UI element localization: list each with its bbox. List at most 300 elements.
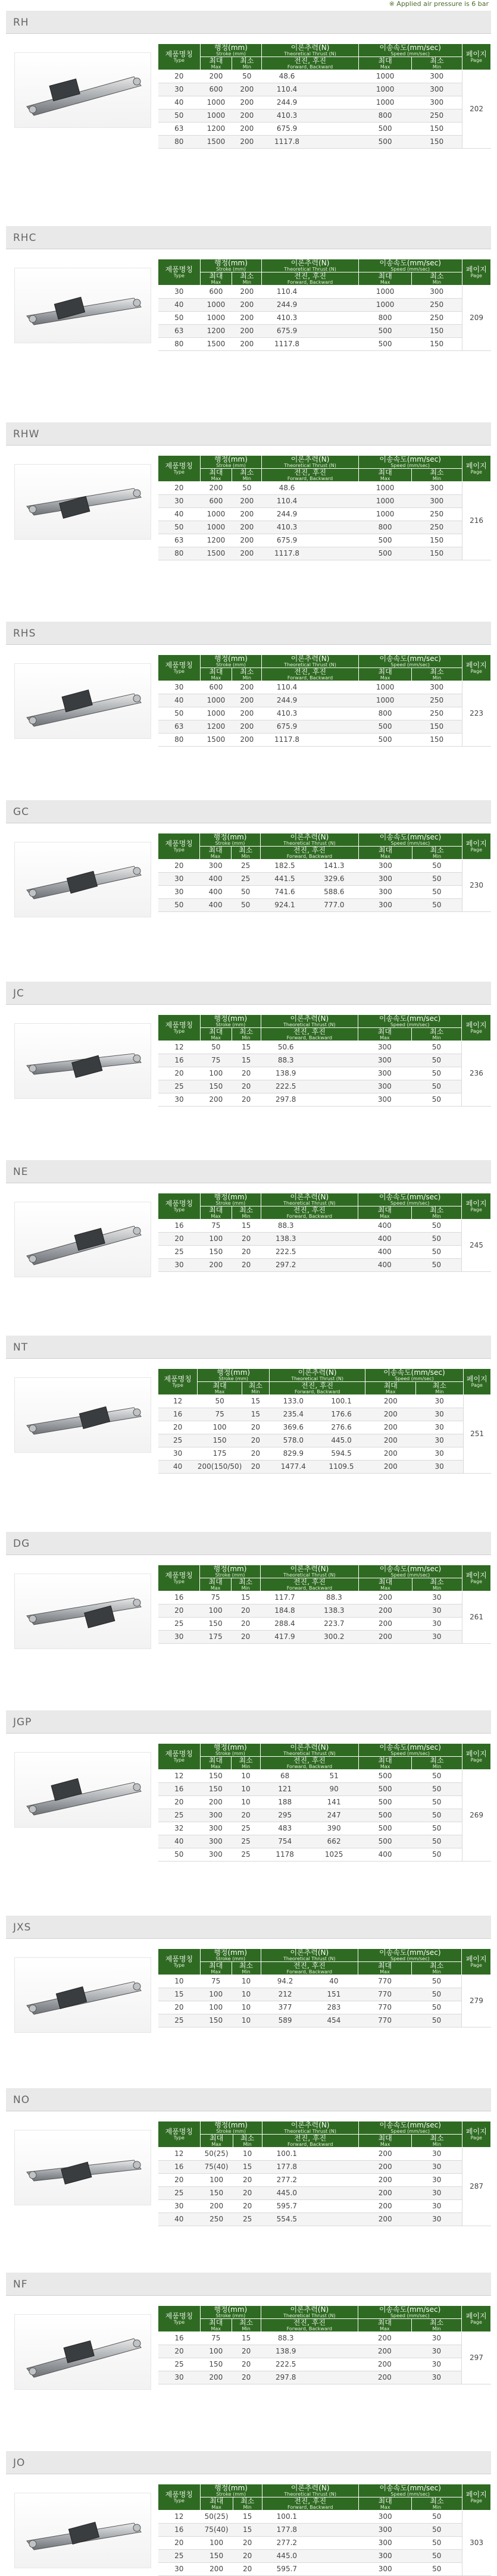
table-cell: 300 [200,859,231,872]
table-cell: 200 [200,2371,232,2384]
speed-min-header-label-en: Min [432,64,442,70]
type-label-en: Type [173,2497,185,2503]
section-title: RHW [13,428,40,440]
speed-max-header [358,2497,411,2510]
page-number[interactable]: 209 [462,285,490,350]
table-cell: 30 [158,494,201,507]
stroke-header [200,44,262,57]
table-cell [311,1041,358,1054]
table-cell: 80 [158,547,201,560]
thrust-label: 이론추력(N) [290,2121,330,2129]
page-label-en: Page [470,1757,482,1763]
table-cell: 1200 [200,324,232,337]
table-cell: 295 [260,1809,309,1822]
speed-max-header [359,1578,412,1591]
forward-label: 전진 [293,1577,308,1586]
speed-label-en: Speed (mm/sec) [390,1572,430,1578]
table-cell: 50(25) [200,2147,233,2160]
stroke-min-header-label-en: Min [241,1585,250,1591]
table-cell: 150 [412,733,462,746]
page-number[interactable]: 230 [462,859,490,911]
table-cell: 30 [158,2371,201,2384]
stroke-min-header-label-en: Min [243,2141,252,2147]
table-cell: 600 [200,494,232,507]
table-row [158,1447,491,1460]
table-cell: 150 [412,135,462,148]
table-cell: 110.4 [262,285,312,298]
type-header [158,2121,201,2148]
table-cell: 40 [158,298,201,311]
table-cell: 75 [200,2331,232,2345]
stroke-max-header-label: 최대 [209,56,223,65]
table-cell: 800 [358,109,412,122]
table-cell [311,2331,358,2345]
table-cell: 150 [200,2014,232,2027]
stroke-max-header [200,1206,232,1219]
speed-header [358,1193,461,1206]
type-header [158,1369,198,1395]
table-cell: 200 [358,2160,411,2173]
table-row [158,720,491,733]
table-row [158,1219,491,1232]
table-cell: 1477.4 [269,1460,317,1473]
table-cell: 75 [200,1219,232,1232]
table-row [158,481,491,494]
table-cell [311,1080,358,1093]
table-cell: 75 [200,1591,231,1604]
table-cell: 1025 [310,1848,358,1861]
stroke-label: 행정(mm) [217,1368,251,1377]
table-cell: 100 [200,2345,232,2358]
table-cell: 15 [158,1988,201,2001]
table-cell: 184.8 [260,1604,310,1617]
table-cell: 88.3 [261,2331,311,2345]
table-cell: 100 [200,2536,233,2549]
table-cell: 223.7 [310,1617,359,1630]
table-cell: 300 [200,1822,232,1835]
stroke-max-header-label-en: Max [211,279,221,285]
page-number[interactable]: 297 [462,2331,491,2384]
stroke-min-header [232,2318,261,2331]
table-cell: 675.9 [262,534,312,547]
speed-max-header [358,1027,411,1041]
product-photo [14,2314,151,2390]
table-cell [312,494,358,507]
table-cell: 1000 [200,694,232,707]
table-cell: 200 [232,507,262,521]
table-cell: 20 [233,2562,262,2575]
page-label-en: Page [470,847,482,853]
backward-label: 후진 [312,468,327,477]
table-cell: 1000 [200,521,232,534]
table-cell: 12 [158,1394,198,1408]
spec-table [158,2305,491,2384]
table-cell: 662 [310,1835,358,1848]
thrust-label-en: Theoretical Thrust (N) [291,1375,343,1381]
speed-max-header-label: 최대 [378,2133,392,2142]
backward-label: 후진 [312,667,327,676]
table-cell: 200 [358,2331,411,2345]
stroke-max-header-label-en: Max [214,1389,225,1394]
page-number[interactable]: 287 [462,2147,490,2226]
table-cell: 200 [232,122,262,135]
table-cell: 141.3 [310,859,359,872]
table-cell: 800 [358,521,412,534]
table-cell: 200 [232,694,262,707]
speed-min-header [416,1381,463,1394]
thrust-header [261,2306,358,2319]
table-cell [312,109,358,122]
page-number[interactable]: 269 [462,1769,490,1861]
thrust-label: 이론추력(N) [290,1948,329,1957]
thrust-label: 이론추력(N) [290,455,330,463]
speed-max-header [358,1961,412,1975]
page-number[interactable]: 236 [462,1041,491,1106]
table-cell: 800 [358,311,412,324]
table-cell: 1500 [200,337,232,350]
table-cell: 50 [412,898,462,911]
page-label-en: Page [470,668,482,674]
table-cell: 1000 [200,507,232,521]
speed-label: 이송속도(mm/sec) [379,2121,441,2129]
speed-min-header-label-en: Min [432,2326,441,2331]
table-cell: 20 [231,1617,260,1630]
table-cell: 410.3 [262,109,312,122]
forward-backward-label-en: Forward, Backward [287,475,333,481]
table-cell: 30 [158,872,200,885]
thrust-direction-header: 전진, 후진 Forward, Backward [262,2134,358,2147]
speed-header [365,1369,463,1382]
stroke-label: 행정(mm) [214,43,248,52]
stroke-label-en: Stroke (mm) [216,2491,246,2497]
table-cell: 25 [158,2358,201,2371]
stroke-min-header [232,1027,261,1041]
table-cell: 50(25) [200,2510,233,2523]
page-label-en: Page [470,2497,482,2503]
thrust-header [260,833,359,847]
thrust-direction-header: 전진, 후진 Forward, Backward [269,1381,365,1394]
table-cell: 1500 [200,135,232,148]
table-cell: 50 [412,872,462,885]
type-label-en: Type [173,668,185,674]
table-cell: 200 [365,1421,416,1434]
table-cell: 247 [310,1809,358,1822]
type-header [158,655,201,681]
stroke-max-header [200,1578,231,1591]
stroke-label-en: Stroke (mm) [218,1375,249,1381]
stroke-min-header-label-en: Min [242,1035,251,1041]
speed-header [358,2121,462,2135]
page-number[interactable]: 202 [462,70,490,148]
stroke-min-header-label-en: Min [242,1213,251,1219]
table-cell: 150 [198,1434,242,1447]
stroke-min-header-label-en: Min [242,2326,251,2331]
page-number[interactable]: 245 [462,1219,491,1271]
stroke-min-header-label: 최소 [239,845,253,854]
forward-backward-label-en: Forward, Backward [287,2141,333,2147]
table-cell: 1000 [200,298,232,311]
table-cell [312,547,358,560]
section-title: NE [13,1166,29,1178]
table-cell: 117.7 [260,1591,310,1604]
table-cell: 1000 [358,83,412,96]
section-title: DG [13,1538,30,1550]
table-row [158,494,491,507]
table-cell [312,2173,359,2186]
table-cell: 30 [412,2186,462,2199]
speed-header [358,2306,461,2319]
pressure-note: ※ Applied air pressure is 6 bar [389,0,489,8]
spec-table [158,1948,491,2027]
table-cell: 250 [412,109,462,122]
stroke-max-header-label: 최대 [208,1756,223,1765]
table-cell: 300 [358,2549,411,2562]
table-cell [311,1054,358,1067]
stroke-max-header-label-en: Max [210,1585,221,1591]
table-cell: 200 [232,298,262,311]
table-cell: 50 [231,885,260,898]
table-row [158,2523,491,2536]
table-cell: 63 [158,720,201,733]
table-cell: 20 [158,859,200,872]
page-label-en: Page [470,1206,482,1212]
page-label-en: Page [470,1028,482,1034]
table-cell: 100 [200,1988,232,2001]
speed-max-header-label: 최대 [377,2318,392,2327]
table-cell: 40 [158,2213,201,2226]
table-cell: 25 [232,1822,261,1835]
table-cell: 20 [233,2186,262,2199]
forward-label: 전진 [293,845,308,854]
table-cell: 25 [158,2549,201,2562]
section-header [6,2088,491,2111]
type-label-en: Type [173,1962,185,1968]
forward-label: 전진 [293,1756,308,1765]
table-cell: 30 [412,1617,462,1630]
forward-backward-label-en: Forward, Backward [286,1035,332,1041]
stroke-min-header-label: 최소 [240,2496,255,2505]
section-title: JXS [13,1922,32,1933]
thrust-label-en: Theoretical Thrust (N) [283,1572,336,1578]
table-cell: 40 [158,694,201,707]
speed-label: 이송속도(mm/sec) [379,1193,441,1201]
speed-min-header-label: 최소 [430,1961,444,1970]
table-cell: 20 [231,1630,260,1643]
thrust-label-en: Theoretical Thrust (N) [284,662,336,667]
stroke-min-header [232,57,262,70]
thrust-direction-header: 전진, 후진 Forward, Backward [261,1027,358,1041]
stroke-max-header-label-en: Max [211,1213,221,1219]
table-row [158,2562,491,2575]
page-header [462,456,490,482]
type-header [158,1565,200,1591]
thrust-header [262,2121,358,2135]
table-cell: 50.6 [261,1041,311,1054]
section-title: JC [13,988,24,999]
type-label: 제품명칭 [165,2127,193,2136]
stroke-max-header [200,1027,232,1041]
table-cell: 15 [232,2331,261,2345]
product-photo [14,663,151,739]
speed-max-header-label: 최대 [378,667,392,676]
page-number[interactable]: 216 [462,481,490,560]
table-cell: 500 [358,337,412,350]
table-row [158,1591,491,1604]
table-cell: 30 [158,681,201,694]
product-photo [14,268,151,343]
table-cell: 50 [412,2523,462,2536]
type-label: 제품명칭 [165,2311,193,2320]
table-row [158,872,491,885]
table-cell: 250 [412,298,462,311]
table-cell: 30 [412,1604,462,1617]
table-cell: 110.4 [262,681,312,694]
stroke-max-header-label: 최대 [209,468,223,477]
page-number[interactable]: 279 [462,1975,491,2027]
table-row [158,2001,491,2014]
table-cell: 277.2 [262,2536,312,2549]
page-number[interactable]: 261 [462,1591,490,1643]
table-cell: 25 [158,1080,201,1093]
table-cell: 400 [358,1245,411,1258]
table-cell: 20 [233,2173,262,2186]
table-cell: 200 [232,311,262,324]
table-cell: 770 [358,1988,412,2001]
table-cell: 15 [233,2160,262,2173]
type-label: 제품명칭 [165,1749,193,1758]
speed-min-header-label: 최소 [430,845,444,854]
page-label: 페이지 [465,1020,487,1029]
table-cell: 300 [358,2536,411,2549]
backward-label: 후진 [311,1577,326,1586]
table-cell: 30 [412,1591,462,1604]
table-cell: 222.5 [261,1080,311,1093]
table-cell [311,1232,358,1245]
table-cell: 600 [200,285,232,298]
table-cell: 150 [200,1080,232,1093]
table-cell: 30 [412,1630,462,1643]
table-cell: 300 [200,1835,232,1848]
table-cell: 222.5 [261,1245,311,1258]
table-cell: 177.8 [262,2160,312,2173]
page-number[interactable]: 303 [462,2510,490,2575]
table-cell: 20 [232,1232,261,1245]
page-header [462,1015,491,1041]
page-header [462,259,490,286]
speed-min-header [412,2497,462,2510]
table-cell: 777.0 [310,898,359,911]
table-cell [312,707,358,720]
section-title: NF [13,2279,28,2290]
table-cell: 50 [411,1258,462,1271]
page-label: 페이지 [465,660,487,669]
table-cell: 300 [200,1809,232,1822]
forward-backward-label-en: Forward, Backward [287,675,333,681]
table-cell [312,2213,359,2226]
page-label: 페이지 [465,1199,487,1208]
table-cell: 10 [232,1988,261,2001]
spec-table [158,1368,491,1474]
table-cell: 445.0 [317,1434,365,1447]
thrust-label: 이론추력(N) [290,2484,330,2492]
thrust-header [262,44,359,57]
table-row [158,885,491,898]
table-cell: 40 [158,96,201,109]
speed-label: 이송속도(mm/sec) [379,43,441,52]
thrust-header [261,1949,358,1962]
stroke-min-header-label: 최소 [240,271,254,280]
spec-table [158,1193,491,1272]
table-row [158,83,491,96]
table-cell: 10 [232,2014,261,2027]
thrust-label-en: Theoretical Thrust (N) [283,840,336,846]
stroke-min-header [231,846,260,859]
table-cell: 200 [232,109,262,122]
stroke-max-header-label-en: Max [211,675,221,681]
speed-header [358,1744,462,1757]
speed-max-header-label-en: Max [380,279,390,285]
table-cell: 244.9 [262,507,312,521]
table-cell: 20 [233,2549,262,2562]
page-label: 페이지 [465,2490,487,2499]
page-header [463,1369,490,1395]
table-cell: 133.0 [269,1394,317,1408]
page-number[interactable]: 223 [462,681,490,746]
page-number[interactable]: 251 [463,1394,490,1473]
table-cell: 30 [412,2173,462,2186]
table-cell: 200 [200,481,232,494]
table-cell: 75 [200,1975,232,1988]
thrust-label: 이론추력(N) [290,259,330,267]
table-cell: 445.0 [262,2549,312,2562]
type-label-en: Type [173,1206,185,1212]
table-cell: 15 [242,1408,269,1421]
table-cell: 150 [200,2358,232,2371]
type-label-en: Type [173,272,185,278]
table-row [158,311,491,324]
speed-max-header-label-en: Max [380,2141,390,2147]
table-cell: 500 [358,1835,412,1848]
table-cell: 20 [158,1067,201,1080]
spec-table [158,43,491,149]
table-cell: 200 [365,1394,416,1408]
speed-max-header [358,2318,411,2331]
table-cell: 300 [412,681,462,694]
table-cell [311,2371,358,2384]
forward-label: 전진 [293,2318,307,2327]
table-row [158,2536,491,2549]
stroke-max-header [200,667,232,681]
table-cell: 100.1 [262,2510,312,2523]
page-label: 페이지 [465,1571,487,1580]
table-cell: 400 [200,898,231,911]
spec-table [158,1014,491,1107]
table-cell: 138.9 [261,2345,311,2358]
table-cell: 1000 [358,494,412,507]
stroke-min-header [233,2134,262,2147]
speed-min-header-label: 최소 [430,56,444,65]
table-cell: 20 [233,2199,262,2213]
table-cell: 10 [232,1782,261,1795]
table-cell: 50 [198,1394,242,1408]
table-cell: 75(40) [200,2523,233,2536]
table-row [158,2160,491,2173]
table-cell: 200 [200,70,232,83]
table-cell: 16 [158,1782,201,1795]
table-cell: 30 [158,1630,200,1643]
speed-min-header-label-en: Min [432,1035,441,1041]
stroke-max-header [200,1961,232,1975]
